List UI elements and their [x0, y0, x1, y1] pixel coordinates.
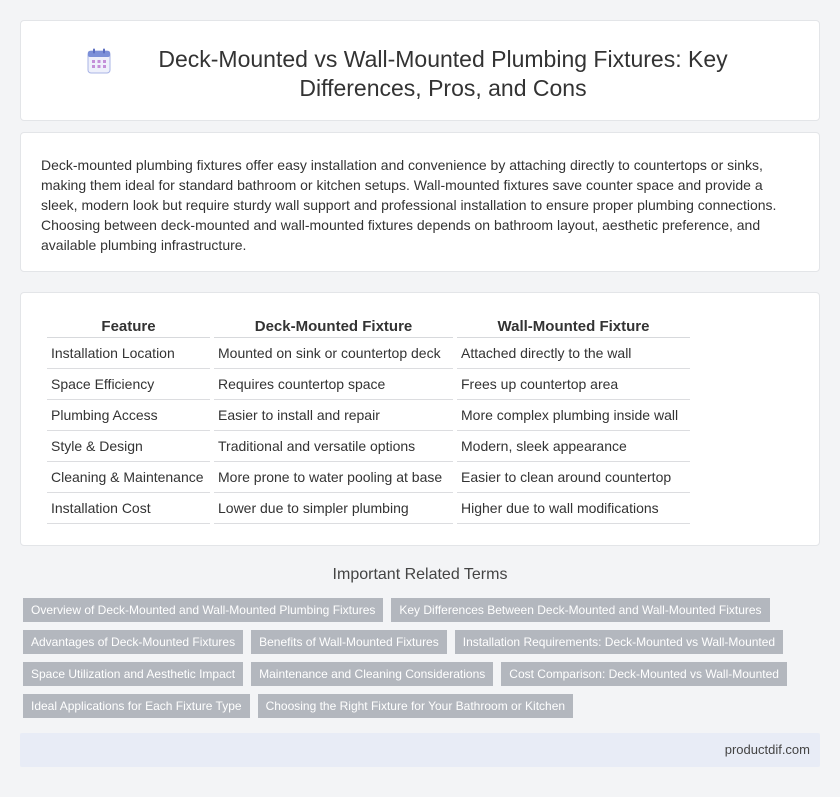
related-term-tag[interactable]: Key Differences Between Deck-Mounted and Wall-Mounted Fixtures [391, 598, 769, 622]
table-row [47, 338, 690, 369]
related-term-tag[interactable]: Ideal Applications for Each Fixture Type [23, 694, 250, 718]
table-cell: Plumbing Access [47, 400, 210, 431]
header-deck-mounted: Deck-Mounted Fixture [214, 314, 453, 338]
header-wall-mounted: Wall-Mounted Fixture [457, 314, 690, 338]
table-cell: Frees up countertop area [457, 369, 690, 400]
table-cell: Traditional and versatile options [214, 431, 453, 462]
tag-row [23, 694, 823, 718]
table-cell: Easier to install and repair [214, 400, 453, 431]
table-cell: Mounted on sink or countertop deck [214, 338, 453, 369]
comparison-table [43, 314, 694, 524]
header-card [20, 20, 820, 121]
header-feature: Feature [47, 314, 210, 338]
table-row [47, 462, 690, 493]
comparison-card [20, 292, 820, 546]
table-cell: Installation Cost [47, 493, 210, 524]
site-link[interactable]: productdif.com [724, 742, 810, 757]
table-cell: Installation Location [47, 338, 210, 369]
page-title: Deck-Mounted vs Wall-Mounted Plumbing Fixtures: Key Differences, Pros, and Cons [158, 46, 728, 101]
calendar-icon [87, 48, 111, 74]
table-cell: Style & Design [47, 431, 210, 462]
related-term-tag[interactable]: Space Utilization and Aesthetic Impact [23, 662, 243, 686]
related-term-tag[interactable]: Overview of Deck-Mounted and Wall-Mounted Plumbing Fixtures [23, 598, 383, 622]
related-term-tag[interactable]: Cost Comparison: Deck-Mounted vs Wall-Mounted [501, 662, 787, 686]
table-row [47, 400, 690, 431]
tag-row [23, 630, 823, 654]
related-term-tag[interactable]: Maintenance and Cleaning Considerations [251, 662, 493, 686]
table-cell: Attached directly to the wall [457, 338, 690, 369]
footer [20, 733, 820, 767]
table-cell: Space Efficiency [47, 369, 210, 400]
table-cell: Requires countertop space [214, 369, 453, 400]
table-row [47, 493, 690, 524]
table-cell: More prone to water pooling at base [214, 462, 453, 493]
tag-row [23, 662, 823, 686]
related-term-tag[interactable]: Installation Requirements: Deck-Mounted vs Wall-Mounted [455, 630, 783, 654]
related-term-tag[interactable]: Benefits of Wall-Mounted Fixtures [251, 630, 447, 654]
related-terms-title: Important Related Terms [332, 566, 508, 583]
table-cell: Higher due to wall modifications [457, 493, 690, 524]
table-cell: Easier to clean around countertop [457, 462, 690, 493]
intro-paragraph: Deck-mounted plumbing fixtures offer easy installation and convenience by attaching directly to countertops or sinks, making them ideal for standard bathroom or kitchen setups. Wall-mounted fixtures save counter space and provide a sleek, modern look but require sturdy wall support and professional installation to ensure proper plumbing connections. Choosing between deck-mounted and wall-mounted fixtures depends on bathroom layout, aesthetic preference, and available plumbing infrastructure. [41, 157, 777, 253]
table-row [47, 431, 690, 462]
related-term-tag[interactable]: Advantages of Deck-Mounted Fixtures [23, 630, 243, 654]
tag-row [23, 598, 823, 622]
table-row [47, 369, 690, 400]
table-cell: Lower due to simpler plumbing [214, 493, 453, 524]
table-cell: More complex plumbing inside wall [457, 400, 690, 431]
related-term-tag[interactable]: Choosing the Right Fixture for Your Bathroom or Kitchen [258, 694, 574, 718]
table-cell: Cleaning & Maintenance [47, 462, 210, 493]
table-cell: Modern, sleek appearance [457, 431, 690, 462]
intro-card [20, 132, 820, 272]
related-terms-list [23, 598, 823, 726]
table-header-row [47, 314, 690, 338]
